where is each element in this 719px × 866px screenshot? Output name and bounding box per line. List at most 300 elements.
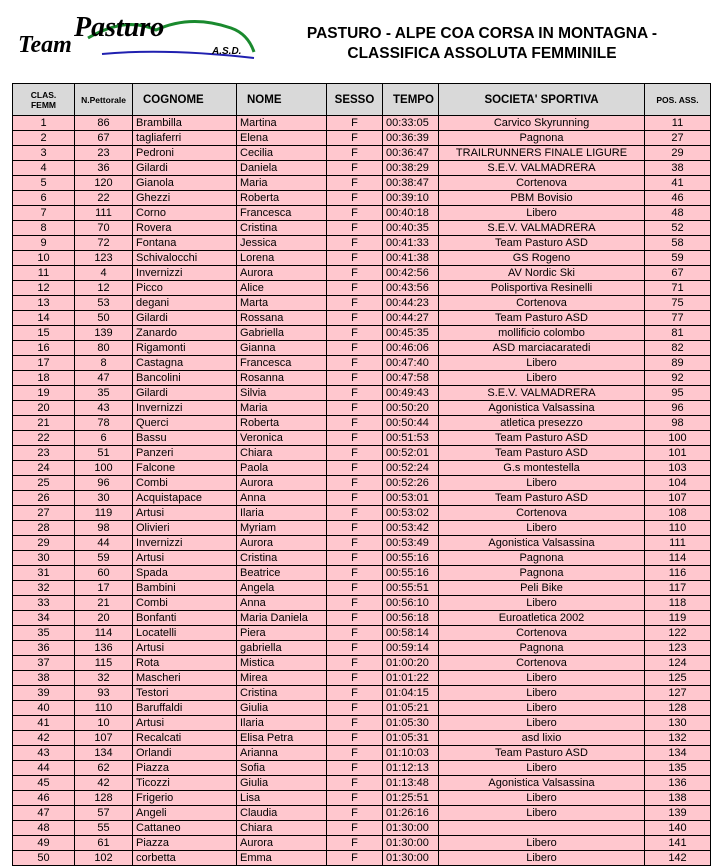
cell-tempo: 00:41:33 — [383, 236, 439, 251]
cell-tempo: 00:45:35 — [383, 326, 439, 341]
cell-clas: 45 — [13, 776, 75, 791]
cell-sesso: F — [327, 206, 383, 221]
cell-societa: Libero — [439, 596, 645, 611]
table-row — [13, 266, 711, 281]
cell-tempo: 00:53:49 — [383, 536, 439, 551]
cell-clas: 9 — [13, 236, 75, 251]
cell-nome: Roberta — [237, 191, 327, 206]
cell-nome: Elena — [237, 131, 327, 146]
cell-pettorale: 20 — [75, 611, 133, 626]
cell-cognome: Testori — [133, 686, 237, 701]
cell-tempo: 01:30:00 — [383, 821, 439, 836]
cell-tempo: 00:55:16 — [383, 551, 439, 566]
cell-societa: Libero — [439, 791, 645, 806]
cell-cognome: Combi — [133, 476, 237, 491]
cell-pos: 128 — [645, 701, 711, 716]
cell-pettorale: 10 — [75, 716, 133, 731]
cell-nome: Mirea — [237, 671, 327, 686]
cell-pos: 116 — [645, 566, 711, 581]
cell-sesso: F — [327, 641, 383, 656]
cell-pos: 142 — [645, 851, 711, 866]
cell-tempo: 00:53:01 — [383, 491, 439, 506]
table-row — [13, 851, 711, 866]
cell-societa: Libero — [439, 701, 645, 716]
cell-pos: 140 — [645, 821, 711, 836]
cell-cognome: Brambilla — [133, 116, 237, 131]
cell-sesso: F — [327, 521, 383, 536]
cell-sesso: F — [327, 656, 383, 671]
cell-clas: 31 — [13, 566, 75, 581]
cell-clas: 26 — [13, 491, 75, 506]
cell-pettorale: 62 — [75, 761, 133, 776]
cell-pettorale: 57 — [75, 806, 133, 821]
cell-pettorale: 44 — [75, 536, 133, 551]
cell-sesso: F — [327, 761, 383, 776]
cell-pos: 100 — [645, 431, 711, 446]
cell-pettorale: 30 — [75, 491, 133, 506]
cell-sesso: F — [327, 791, 383, 806]
table-row — [13, 656, 711, 671]
cell-cognome: Invernizzi — [133, 401, 237, 416]
table-row — [13, 161, 711, 176]
cell-societa: Team Pasturo ASD — [439, 311, 645, 326]
cell-societa: Libero — [439, 806, 645, 821]
table-row — [13, 341, 711, 356]
cell-pos: 96 — [645, 401, 711, 416]
table-row — [13, 401, 711, 416]
cell-clas: 19 — [13, 386, 75, 401]
cell-clas: 40 — [13, 701, 75, 716]
cell-clas: 32 — [13, 581, 75, 596]
cell-societa: Team Pasturo ASD — [439, 431, 645, 446]
cell-tempo: 01:30:00 — [383, 836, 439, 851]
table-row — [13, 551, 711, 566]
cell-sesso: F — [327, 491, 383, 506]
cell-pos: 41 — [645, 176, 711, 191]
cell-cognome: Picco — [133, 281, 237, 296]
cell-cognome: Pedroni — [133, 146, 237, 161]
cell-clas: 27 — [13, 506, 75, 521]
cell-pos: 82 — [645, 341, 711, 356]
cell-pettorale: 110 — [75, 701, 133, 716]
cell-societa: Cortenova — [439, 626, 645, 641]
cell-tempo: 00:44:27 — [383, 311, 439, 326]
cell-nome: Chiara — [237, 446, 327, 461]
cell-tempo: 00:53:02 — [383, 506, 439, 521]
cell-nome: Marta — [237, 296, 327, 311]
cell-pos: 38 — [645, 161, 711, 176]
table-row — [13, 761, 711, 776]
cell-clas: 28 — [13, 521, 75, 536]
cell-tempo: 00:33:05 — [383, 116, 439, 131]
cell-clas: 11 — [13, 266, 75, 281]
cell-sesso: F — [327, 446, 383, 461]
cell-societa: S.E.V. VALMADRERA — [439, 161, 645, 176]
table-row — [13, 326, 711, 341]
cell-nome: Maria — [237, 401, 327, 416]
table-row — [13, 221, 711, 236]
cell-pettorale: 53 — [75, 296, 133, 311]
cell-pettorale: 120 — [75, 176, 133, 191]
column-header-societa: SOCIETA' SPORTIVA — [439, 84, 645, 116]
cell-clas: 37 — [13, 656, 75, 671]
cell-pettorale: 93 — [75, 686, 133, 701]
cell-pettorale: 136 — [75, 641, 133, 656]
cell-societa: asd lixio — [439, 731, 645, 746]
cell-pos: 114 — [645, 551, 711, 566]
cell-nome: Rosanna — [237, 371, 327, 386]
cell-cognome: Fontana — [133, 236, 237, 251]
cell-pettorale: 107 — [75, 731, 133, 746]
cell-pettorale: 60 — [75, 566, 133, 581]
column-header-cognome: COGNOME — [133, 84, 237, 116]
cell-clas: 41 — [13, 716, 75, 731]
team-pasturo-logo — [16, 8, 260, 64]
cell-clas: 46 — [13, 791, 75, 806]
cell-nome: Anna — [237, 596, 327, 611]
table-row — [13, 731, 711, 746]
cell-sesso: F — [327, 851, 383, 866]
cell-nome: Gabriella — [237, 326, 327, 341]
cell-clas: 36 — [13, 641, 75, 656]
cell-tempo: 01:10:03 — [383, 746, 439, 761]
cell-pettorale: 134 — [75, 746, 133, 761]
cell-societa: Pagnona — [439, 551, 645, 566]
cell-sesso: F — [327, 131, 383, 146]
cell-pettorale: 100 — [75, 461, 133, 476]
cell-pos: 132 — [645, 731, 711, 746]
cell-pettorale: 128 — [75, 791, 133, 806]
cell-cognome: Rota — [133, 656, 237, 671]
cell-sesso: F — [327, 191, 383, 206]
cell-sesso: F — [327, 551, 383, 566]
cell-tempo: 00:38:47 — [383, 176, 439, 191]
cell-nome: Roberta — [237, 416, 327, 431]
cell-nome: Chiara — [237, 821, 327, 836]
cell-pettorale: 23 — [75, 146, 133, 161]
cell-nome: Silvia — [237, 386, 327, 401]
column-header-sesso: SESSO — [327, 84, 383, 116]
cell-sesso: F — [327, 236, 383, 251]
cell-pettorale: 96 — [75, 476, 133, 491]
cell-pos: 136 — [645, 776, 711, 791]
cell-clas: 17 — [13, 356, 75, 371]
cell-pos: 71 — [645, 281, 711, 296]
cell-tempo: 00:36:39 — [383, 131, 439, 146]
table-row — [13, 581, 711, 596]
cell-sesso: F — [327, 686, 383, 701]
cell-clas: 38 — [13, 671, 75, 686]
cell-sesso: F — [327, 401, 383, 416]
cell-societa: Team Pasturo ASD — [439, 446, 645, 461]
cell-societa: Cortenova — [439, 506, 645, 521]
cell-clas: 39 — [13, 686, 75, 701]
table-row — [13, 206, 711, 221]
table-row — [13, 371, 711, 386]
cell-societa: Cortenova — [439, 296, 645, 311]
cell-pos: 103 — [645, 461, 711, 476]
cell-nome: Ilaria — [237, 506, 327, 521]
cell-cognome: Invernizzi — [133, 266, 237, 281]
cell-sesso: F — [327, 701, 383, 716]
table-row — [13, 176, 711, 191]
cell-nome: Claudia — [237, 806, 327, 821]
cell-sesso: F — [327, 581, 383, 596]
cell-societa: Pagnona — [439, 641, 645, 656]
cell-cognome: Bassu — [133, 431, 237, 446]
cell-clas: 48 — [13, 821, 75, 836]
cell-sesso: F — [327, 566, 383, 581]
column-header-nome: NOME — [237, 84, 327, 116]
cell-nome: Jessica — [237, 236, 327, 251]
cell-nome: Ilaria — [237, 716, 327, 731]
cell-cognome: Gianola — [133, 176, 237, 191]
cell-pettorale: 21 — [75, 596, 133, 611]
cell-clas: 15 — [13, 326, 75, 341]
cell-pettorale: 98 — [75, 521, 133, 536]
cell-sesso: F — [327, 416, 383, 431]
table-row — [13, 356, 711, 371]
cell-pettorale: 115 — [75, 656, 133, 671]
cell-pettorale: 102 — [75, 851, 133, 866]
cell-tempo: 00:53:42 — [383, 521, 439, 536]
cell-societa: Team Pasturo ASD — [439, 236, 645, 251]
cell-cognome: Olivieri — [133, 521, 237, 536]
cell-tempo: 01:05:31 — [383, 731, 439, 746]
cell-clas: 42 — [13, 731, 75, 746]
cell-societa: Libero — [439, 371, 645, 386]
cell-cognome: corbetta — [133, 851, 237, 866]
cell-pettorale: 36 — [75, 161, 133, 176]
cell-sesso: F — [327, 116, 383, 131]
cell-cognome: Querci — [133, 416, 237, 431]
cell-societa: Libero — [439, 476, 645, 491]
table-row — [13, 686, 711, 701]
cell-pettorale: 22 — [75, 191, 133, 206]
cell-nome: Gianna — [237, 341, 327, 356]
table-row — [13, 701, 711, 716]
table-row — [13, 146, 711, 161]
cell-cognome: Locatelli — [133, 626, 237, 641]
cell-societa: Libero — [439, 521, 645, 536]
cell-clas: 24 — [13, 461, 75, 476]
cell-tempo: 00:43:56 — [383, 281, 439, 296]
cell-pos: 125 — [645, 671, 711, 686]
cell-cognome: Recalcati — [133, 731, 237, 746]
cell-pettorale: 70 — [75, 221, 133, 236]
cell-pettorale: 67 — [75, 131, 133, 146]
cell-societa: GS Rogeno — [439, 251, 645, 266]
cell-tempo: 00:47:58 — [383, 371, 439, 386]
cell-pettorale: 55 — [75, 821, 133, 836]
cell-clas: 30 — [13, 551, 75, 566]
cell-nome: Rossana — [237, 311, 327, 326]
cell-tempo: 00:55:16 — [383, 566, 439, 581]
cell-nome: Giulia — [237, 776, 327, 791]
cell-cognome: Artusi — [133, 506, 237, 521]
cell-pos: 81 — [645, 326, 711, 341]
table-row — [13, 506, 711, 521]
cell-societa: ASD marciacaratedi — [439, 341, 645, 356]
cell-nome: Cristina — [237, 686, 327, 701]
title-line-1: PASTURO - ALPE COA CORSA IN MONTAGNA - — [306, 25, 658, 42]
cell-nome: Lisa — [237, 791, 327, 806]
cell-pettorale: 17 — [75, 581, 133, 596]
cell-tempo: 00:56:18 — [383, 611, 439, 626]
cell-cognome: Corno — [133, 206, 237, 221]
cell-clas: 21 — [13, 416, 75, 431]
cell-sesso: F — [327, 461, 383, 476]
cell-pos: 46 — [645, 191, 711, 206]
cell-tempo: 01:01:22 — [383, 671, 439, 686]
cell-pos: 52 — [645, 221, 711, 236]
cell-nome: Martina — [237, 116, 327, 131]
cell-cognome: Zanardo — [133, 326, 237, 341]
cell-clas: 22 — [13, 431, 75, 446]
cell-clas: 5 — [13, 176, 75, 191]
cell-sesso: F — [327, 506, 383, 521]
cell-nome: Aurora — [237, 536, 327, 551]
cell-societa: Agonistica Valsassina — [439, 776, 645, 791]
table-row — [13, 131, 711, 146]
cell-societa: Libero — [439, 761, 645, 776]
cell-cognome: Artusi — [133, 641, 237, 656]
table-row — [13, 116, 711, 131]
cell-cognome: Bancolini — [133, 371, 237, 386]
table-row — [13, 716, 711, 731]
cell-pettorale: 123 — [75, 251, 133, 266]
cell-pettorale: 139 — [75, 326, 133, 341]
cell-pettorale: 59 — [75, 551, 133, 566]
cell-societa: Euroatletica 2002 — [439, 611, 645, 626]
table-row — [13, 521, 711, 536]
cell-tempo: 00:42:56 — [383, 266, 439, 281]
cell-cognome: Schivalocchi — [133, 251, 237, 266]
cell-societa: Libero — [439, 851, 645, 866]
table-row — [13, 626, 711, 641]
cell-sesso: F — [327, 311, 383, 326]
cell-nome: Alice — [237, 281, 327, 296]
cell-nome: Giulia — [237, 701, 327, 716]
cell-nome: Emma — [237, 851, 327, 866]
cell-societa: Pagnona — [439, 131, 645, 146]
title-line-2: CLASSIFICA ASSOLUTA FEMMINILE — [347, 45, 617, 62]
cell-sesso: F — [327, 806, 383, 821]
cell-clas: 16 — [13, 341, 75, 356]
cell-clas: 23 — [13, 446, 75, 461]
cell-societa: Pagnona — [439, 566, 645, 581]
results-table — [12, 83, 711, 866]
cell-pettorale: 111 — [75, 206, 133, 221]
results-body — [13, 116, 711, 866]
table-row — [13, 596, 711, 611]
cell-tempo: 00:49:43 — [383, 386, 439, 401]
cell-cognome: Artusi — [133, 716, 237, 731]
cell-tempo: 00:39:10 — [383, 191, 439, 206]
cell-societa: Libero — [439, 206, 645, 221]
column-header-tempo: TEMPO — [383, 84, 439, 116]
cell-cognome: Piazza — [133, 761, 237, 776]
table-row — [13, 641, 711, 656]
page-title — [262, 24, 702, 64]
cell-pos: 95 — [645, 386, 711, 401]
cell-clas: 33 — [13, 596, 75, 611]
cell-pos: 110 — [645, 521, 711, 536]
cell-pettorale: 43 — [75, 401, 133, 416]
cell-cognome: Gilardi — [133, 386, 237, 401]
cell-nome: Cristina — [237, 551, 327, 566]
cell-pos: 141 — [645, 836, 711, 851]
cell-clas: 35 — [13, 626, 75, 641]
table-row — [13, 431, 711, 446]
cell-clas: 1 — [13, 116, 75, 131]
cell-clas: 43 — [13, 746, 75, 761]
cell-cognome: Artusi — [133, 551, 237, 566]
cell-nome: Cecilia — [237, 146, 327, 161]
cell-sesso: F — [327, 626, 383, 641]
cell-societa: Libero — [439, 686, 645, 701]
cell-societa: Cortenova — [439, 176, 645, 191]
cell-tempo: 01:05:30 — [383, 716, 439, 731]
cell-pettorale: 80 — [75, 341, 133, 356]
cell-cognome: Spada — [133, 566, 237, 581]
cell-cognome: Piazza — [133, 836, 237, 851]
cell-pos: 108 — [645, 506, 711, 521]
cell-tempo: 00:47:40 — [383, 356, 439, 371]
cell-sesso: F — [327, 146, 383, 161]
cell-cognome: Falcone — [133, 461, 237, 476]
cell-sesso: F — [327, 281, 383, 296]
cell-tempo: 00:50:20 — [383, 401, 439, 416]
cell-nome: Lorena — [237, 251, 327, 266]
logo-team-text: Team — [18, 32, 72, 58]
cell-pettorale: 4 — [75, 266, 133, 281]
cell-cognome: Baruffaldi — [133, 701, 237, 716]
cell-societa: Polisportiva Resinelli — [439, 281, 645, 296]
cell-societa: G.s montestella — [439, 461, 645, 476]
cell-cognome: Rigamonti — [133, 341, 237, 356]
table-row — [13, 491, 711, 506]
cell-societa: Carvico Skyrunning — [439, 116, 645, 131]
cell-clas: 25 — [13, 476, 75, 491]
cell-sesso: F — [327, 386, 383, 401]
cell-pos: 122 — [645, 626, 711, 641]
table-row — [13, 821, 711, 836]
logo-suffix-text: A.S.D. — [212, 46, 242, 57]
cell-pos: 101 — [645, 446, 711, 461]
cell-cognome: Bonfanti — [133, 611, 237, 626]
cell-nome: Maria Daniela — [237, 611, 327, 626]
table-row — [13, 476, 711, 491]
cell-pos: 111 — [645, 536, 711, 551]
cell-pos: 48 — [645, 206, 711, 221]
cell-pos: 127 — [645, 686, 711, 701]
cell-pos: 98 — [645, 416, 711, 431]
cell-sesso: F — [327, 251, 383, 266]
cell-pos: 59 — [645, 251, 711, 266]
cell-clas: 47 — [13, 806, 75, 821]
cell-pos: 119 — [645, 611, 711, 626]
cell-pettorale: 86 — [75, 116, 133, 131]
cell-pettorale: 42 — [75, 776, 133, 791]
cell-pettorale: 32 — [75, 671, 133, 686]
cell-cognome: Gilardi — [133, 311, 237, 326]
table-row — [13, 416, 711, 431]
cell-clas: 6 — [13, 191, 75, 206]
cell-sesso: F — [327, 836, 383, 851]
cell-nome: Beatrice — [237, 566, 327, 581]
cell-societa — [439, 821, 645, 836]
